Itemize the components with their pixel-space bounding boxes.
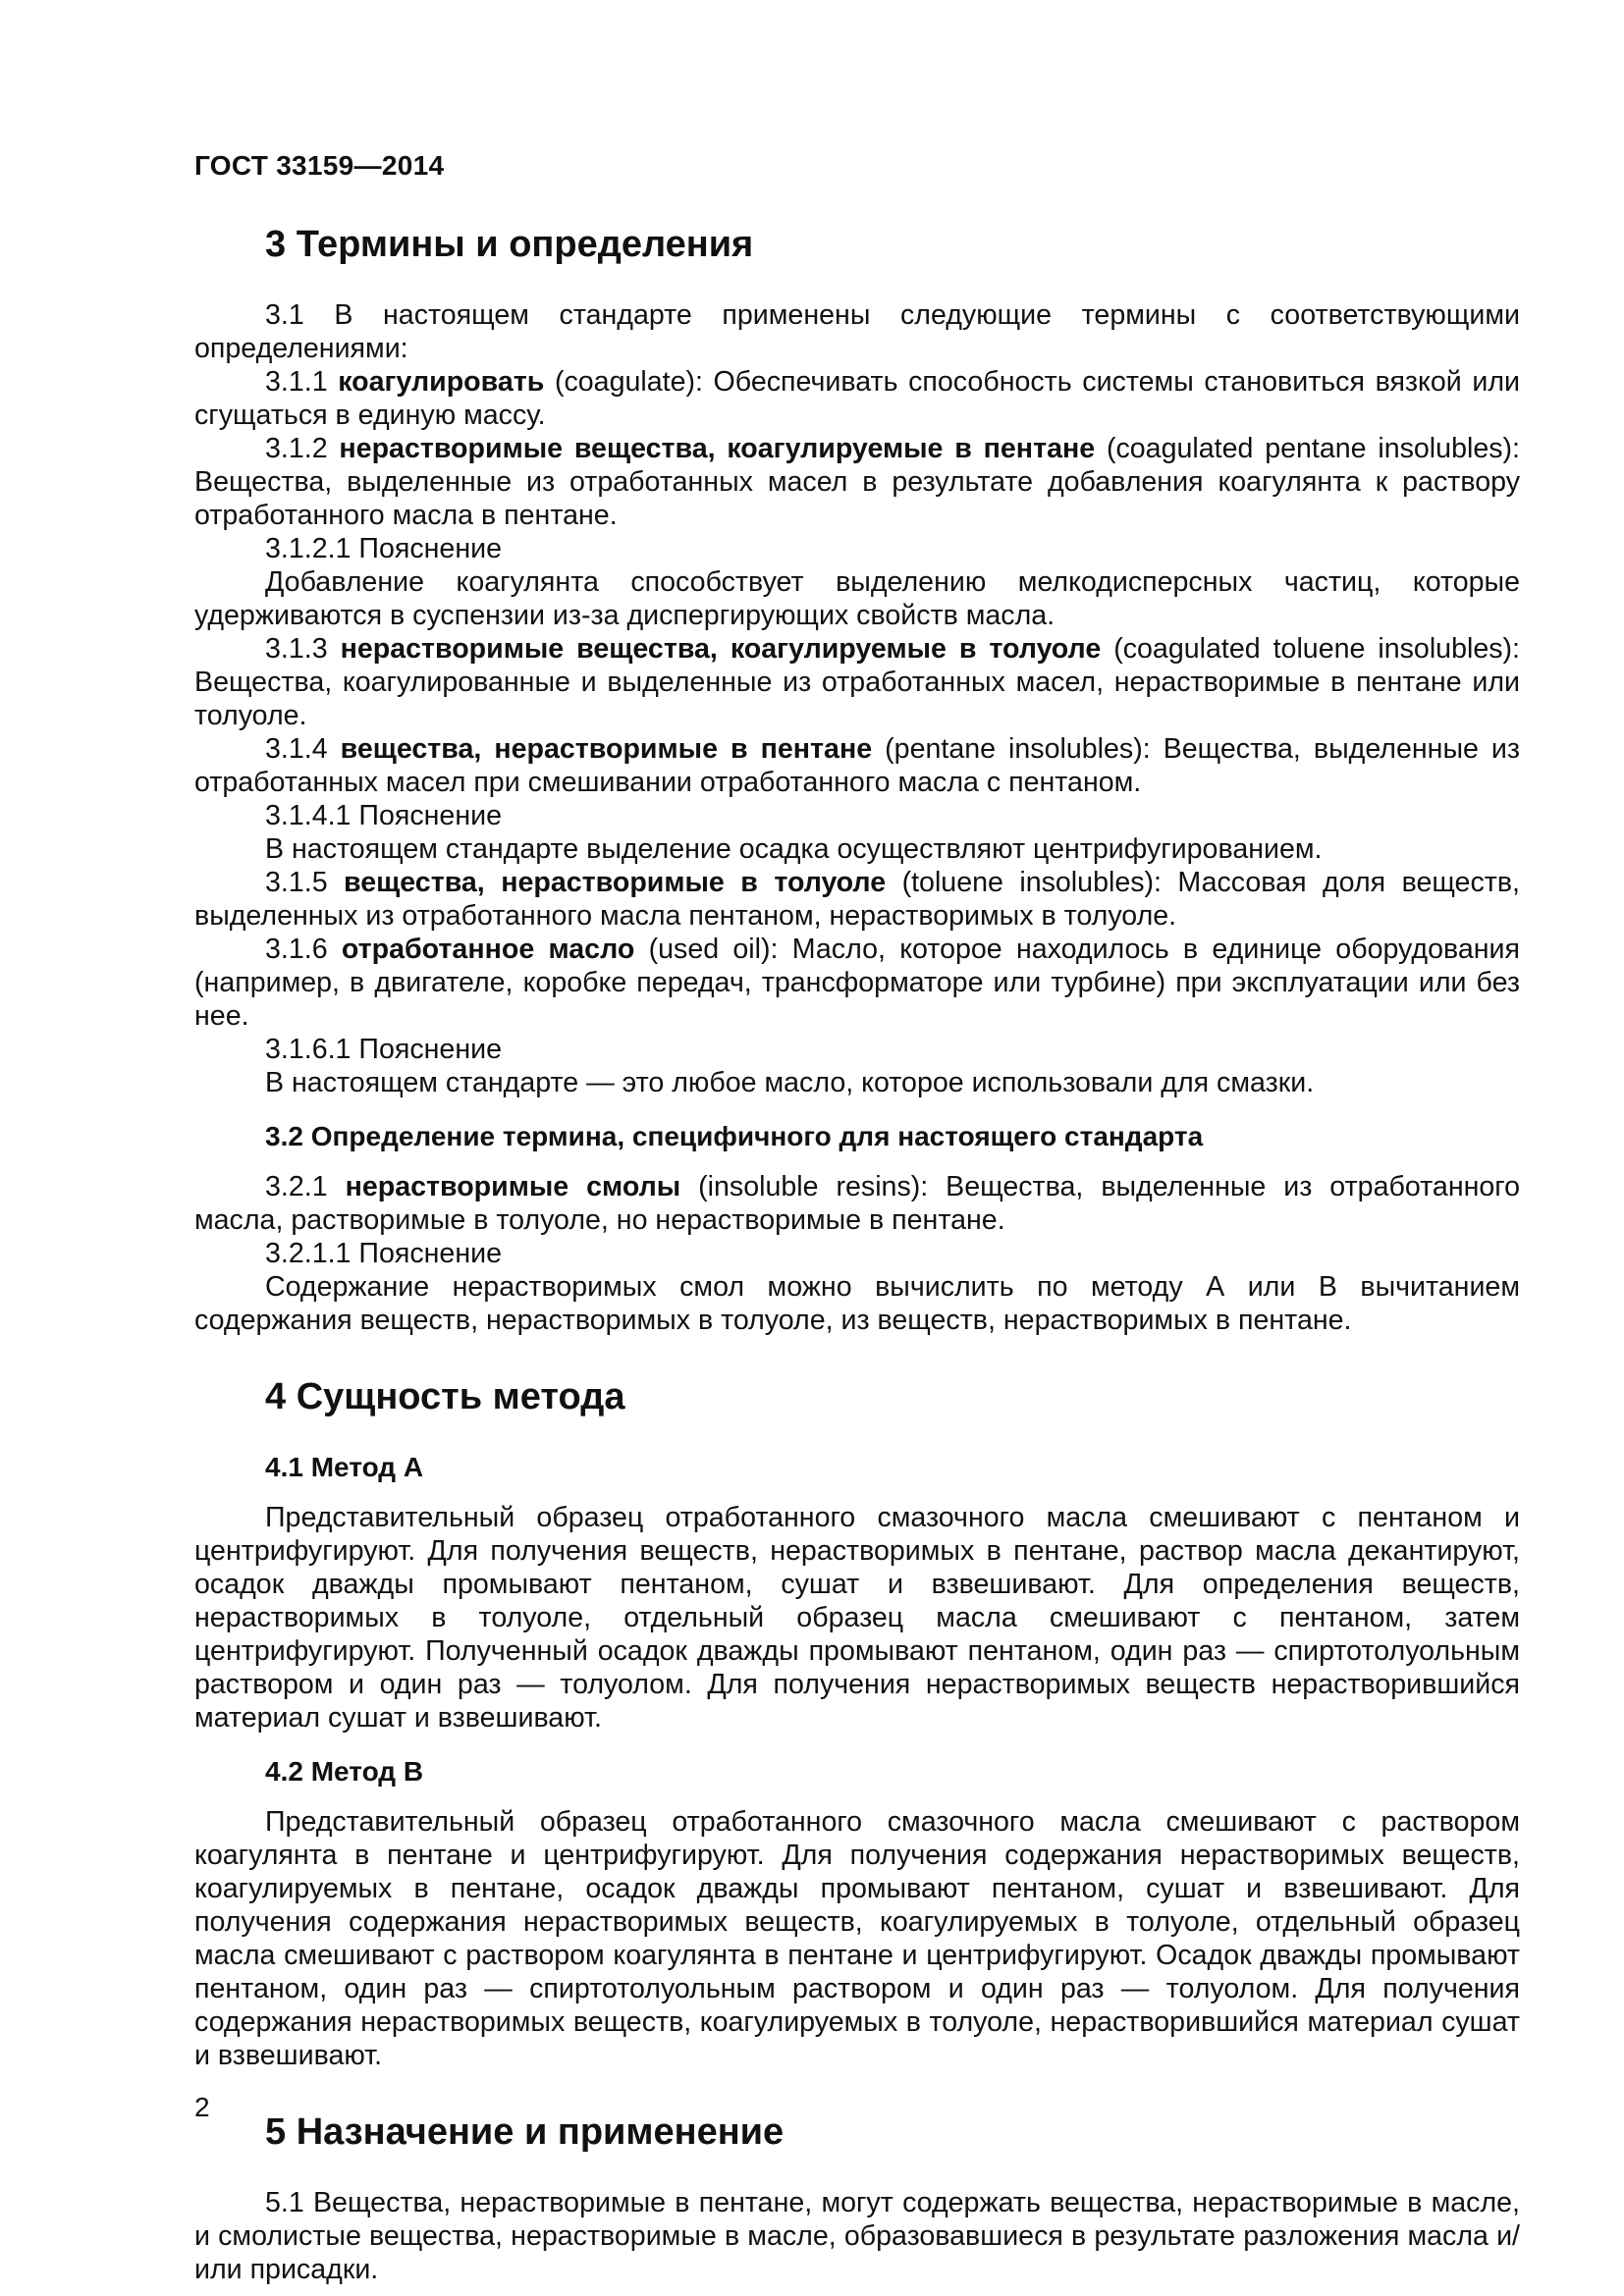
term-name: нерастворимые смолы xyxy=(345,1171,681,1202)
term-name: коагулировать xyxy=(338,366,545,398)
subsection-4-2-title: 4.2 Метод В xyxy=(265,1756,424,1787)
subsection-4-1-title: 4.1 Метод А xyxy=(265,1452,424,1482)
term-definition: (insoluble resins): Вещества, выделенные из отработанного масла, растворимые в толуоле, но нерастворимые в пентане. xyxy=(194,1171,1521,1236)
term-3-1-1 xyxy=(194,365,1520,432)
term-number: 3.1.2 xyxy=(265,433,340,464)
note-text-3-1-2-1: Добавление коагулянта способствует выделению мелкодисперсных частиц, которые удерживаются в суспензии из-за диспергирующих свойств масла. xyxy=(194,566,1520,631)
term-number: 3.1.6 xyxy=(265,934,342,965)
paragraph-3-1: 3.1 В настоящем стандарте применены следующие термины с соответствующими определениями: xyxy=(194,299,1520,364)
paragraph-5-1: 5.1 Вещества, нерастворимые в пентане, могут содержать вещества, нерастворимые в масле, и смолистые вещества, нерастворимые в масле, образовавшиеся в результате разложения масла и/или присадки. xyxy=(194,2187,1520,2285)
term-definition: (coagulate): Обеспечивать способность системы становиться вязкой или сгущаться в единую массу. xyxy=(194,366,1520,431)
note-label-3-1-4-1: 3.1.4.1 Пояснение xyxy=(265,800,502,831)
term-name: нерастворимые вещества, коагулируемые в толуоле xyxy=(340,633,1102,665)
note-label-3-1-2-1: 3.1.2.1 Пояснение xyxy=(265,533,502,564)
section-4-title: 4 Сущность метода xyxy=(265,1376,625,1417)
term-name: вещества, нерастворимые в пентане xyxy=(340,733,873,765)
page-number: 2 xyxy=(194,2092,210,2122)
term-3-1-5 xyxy=(194,866,1520,933)
term-definition: (coagulated toluene insolubles): Вещества, коагулированные и выделенные из отработанных масел, нерастворимые в пентане или толуоле. xyxy=(194,633,1520,731)
term-name: отработанное масло xyxy=(341,934,635,965)
note-label-3-2-1-1: 3.2.1.1 Пояснение xyxy=(265,1238,502,1269)
section-3-title: 3 Термины и определения xyxy=(265,224,754,265)
term-definition: (toluene insolubles): Массовая доля веществ, выделенных из отработанного масла пентаном, нерастворимых в толуоле. xyxy=(194,867,1520,932)
paragraph-4-2: Представительный образец отработанного смазочного масла смешивают с раствором коагулянта в пентане и центрифугируют. Для получения содержания нерастворимых веществ, коагулируемых в пентане, осадок дважды промывают пентаном, сушат и взвешивают. Для получения содержания нерастворимых веществ, коагулируемых в толуоле, отдельный образец масла смешивают с раствором коагулянта в пентане и центрифугируют. Осадок дважды промывают пентаном, один раз — спиртотолуольным раствором и один раз — толуолом. Для получения содержания нерастворимых веществ, коагулируемых в толуоле, нерастворившийся материал сушат и взвешивают. xyxy=(194,1806,1520,2071)
term-number: 3.1.5 xyxy=(265,867,345,898)
term-name: нерастворимые вещества, коагулируемые в пентане xyxy=(339,433,1096,464)
term-definition: (coagulated pentane insolubles): Вещества, выделенные из отработанных масел в результате добавления коагулянта к раствору отработанного масла в пентане. xyxy=(194,433,1520,531)
section-5-title: 5 Назначение и применение xyxy=(265,2111,785,2153)
note-label-3-1-6-1: 3.1.6.1 Пояснение xyxy=(265,1034,502,1065)
page-content xyxy=(194,222,1520,2286)
term-3-1-6 xyxy=(194,933,1520,1033)
term-name: вещества, нерастворимые в толуоле xyxy=(344,867,887,898)
term-3-1-3 xyxy=(194,632,1520,732)
document-code: ГОСТ 33159—2014 xyxy=(194,150,445,181)
term-definition: (pentane insolubles): Вещества, выделенные из отработанных масел при смешивании отработанного масла с пентаном. xyxy=(194,733,1520,798)
paragraph-4-1: Представительный образец отработанного смазочного масла смешивают с пентаном и центрифугируют. Для получения веществ, нерастворимых в пентане, раствор масла декантируют, осадок дважды промывают пентаном, сушат и взвешивают. Для определения веществ, нерастворимых в толуоле, отдельный образец масла смешивают с пентаном, затем центрифугируют. Полученный осадок дважды промывают пентаном, один раз — спиртотолуольным раствором и один раз — толуолом. Для получения нерастворимых веществ нерастворившийся материал сушат и взвешивают. xyxy=(194,1502,1520,1734)
note-text-3-2-1-1: Содержание нерастворимых смол можно вычислить по методу А или В вычитанием содержания веществ, нерастворимых в толуоле, из веществ, нерастворимых в пентане. xyxy=(194,1271,1520,1336)
term-number: 3.1.1 xyxy=(265,366,339,398)
subsection-3-2-title: 3.2 Определение термина, специфичного для настоящего стандарта xyxy=(265,1121,1204,1151)
note-text-3-1-6-1: В настоящем стандарте — это любое масло, которое использовали для смазки. xyxy=(265,1067,1315,1098)
term-number: 3.1.3 xyxy=(265,633,341,665)
term-3-2-1 xyxy=(194,1170,1520,1237)
note-text-3-1-4-1: В настоящем стандарте выделение осадка осуществляют центрифугированием. xyxy=(265,833,1323,865)
term-3-1-2 xyxy=(194,432,1520,532)
term-number: 3.1.4 xyxy=(265,733,341,765)
term-definition: (used oil): Масло, которое находилось в единице оборудования (например, в двигателе, коробке передач, трансформаторе или турбине) при эксплуатации или без нее. xyxy=(194,934,1521,1032)
term-number: 3.2.1 xyxy=(265,1171,346,1202)
term-3-1-4 xyxy=(194,732,1520,799)
